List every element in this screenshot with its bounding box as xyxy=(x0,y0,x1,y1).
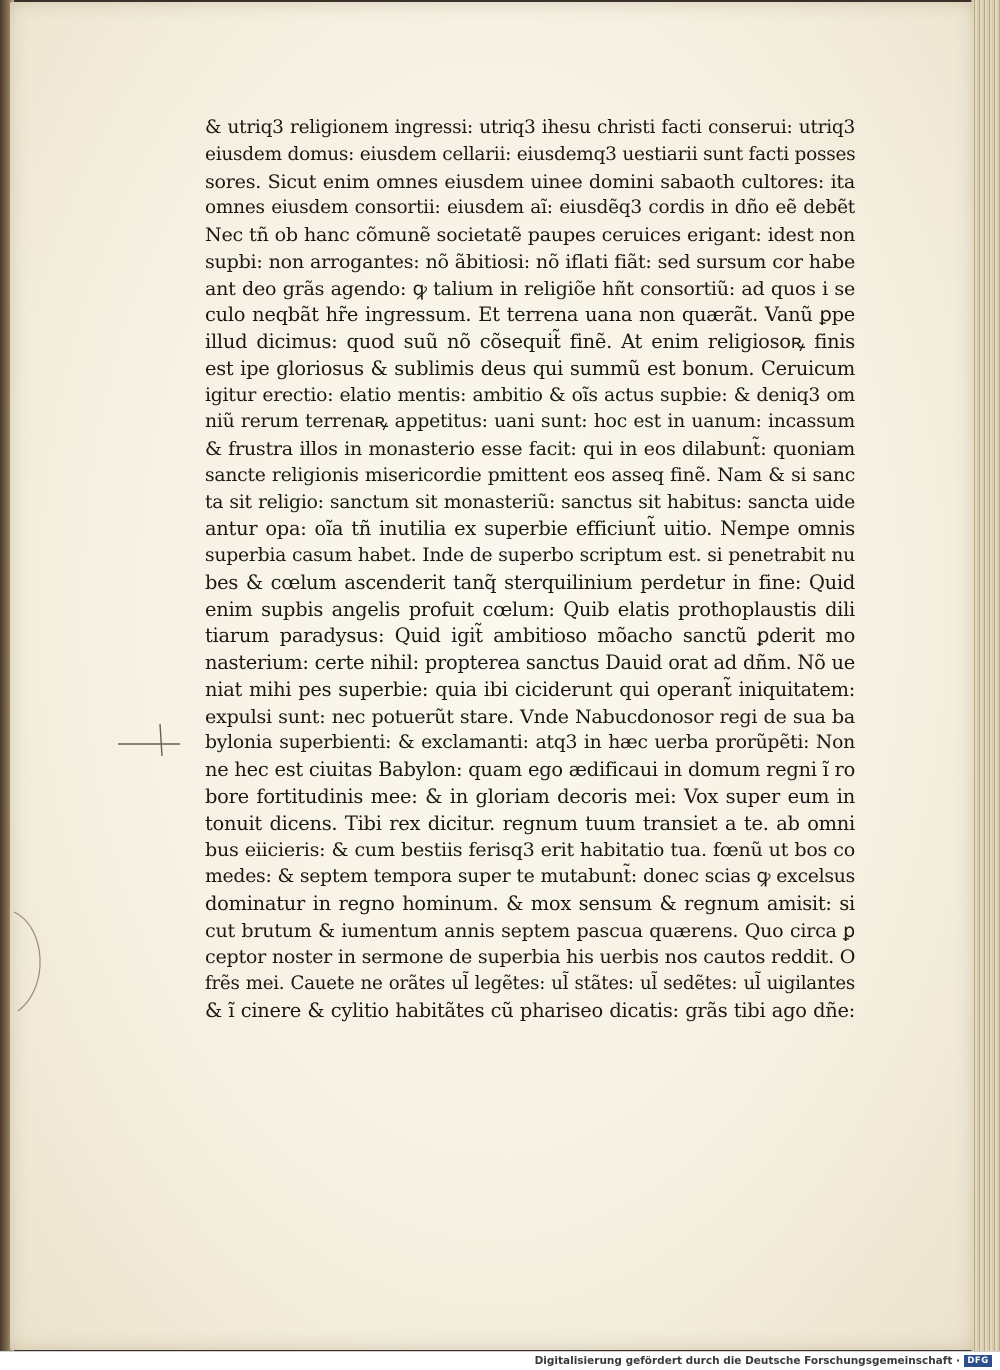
text-line: ta sit religio: sanctum sit monasteriũ: sanctus sit habitus: sancta uide xyxy=(205,491,855,513)
text-line: niũ rerum terrenaꝶ appetitus: uani sunt: hoc est in uanum: incassum xyxy=(205,411,855,433)
footer-bar xyxy=(0,1351,1000,1370)
book-page xyxy=(10,2,974,1350)
dfg-logo: DFG xyxy=(964,1355,992,1367)
page-curl-mark xyxy=(10,907,50,1017)
text-line: tonuit dicens. Tibi rex dicitur. regnum tuum transiet a te. ab omni xyxy=(205,811,855,835)
text-line: illud dicimus: quod suũ nõ cõsequit̃ finẽ. At enim religiosoꝶ finis xyxy=(205,330,855,353)
text-line: & utriq3 religionem ingressi: utriq3 ihesu christi facti conserui: utriq3 xyxy=(205,117,855,138)
text-line: ne hec est ciuitas Babylon: quam ego ædificaui in domum regni ĩ ro xyxy=(205,758,855,781)
text-line: superbia casum habet. Inde de superbo scriptum est. si penetrabit nu xyxy=(205,545,855,566)
text-line: sancte religionis misericordie pmittent eos asseq finẽ. Nam & si sanc xyxy=(205,464,855,486)
text-line: igitur erectio: elatio mentis: ambitio & oĩs actus supbie: & deniq3 om xyxy=(205,384,855,406)
text-line: bus eiicieris: & cum bestiis ferisq3 erit habitatio tua. fœnũ ut bos co xyxy=(205,838,855,862)
text-line: niat mihi pes superbie: quia ibi ciciderunt qui operant̃ iniquitatem: xyxy=(205,677,855,701)
text-line: antur opa: oĩa tñ inutilia ex superbie efficiunt̃ uitio. Nempe omnis xyxy=(205,517,855,541)
text-line: bes & cœlum ascenderit tanq̃ sterquilinium perdetur in fine: Quid xyxy=(205,570,855,594)
text-line: frẽs mei. Cauete ne orãtes ul̃ legẽtes: ul̃ stãtes: ul̃ sedẽtes: ul̃ uigilantes xyxy=(205,973,855,994)
funding-credit: Digitalisierung gefördert durch die Deutsche Forschungsgemeinschaft · xyxy=(534,1355,960,1367)
text-line: nasterium: certe nihil: propterea sanctus Dauid orat ad dñm. Nõ ue xyxy=(205,651,855,674)
margin-mark xyxy=(118,718,188,758)
text-line: & ĩ cinere & cylitio habitãtes cũ phariseo dicatis: grãs tibi ago dñe: xyxy=(205,998,855,1022)
text-line: bylonia superbienti: & exclamanti: atq3 in hæc uerba prorũpẽti: Non xyxy=(205,732,855,754)
text-line: eiusdem domus: eiusdem cellarii: eiusdemq3 uestiarii sunt facti posses xyxy=(205,143,856,165)
text-line: omnes eiusdem consortii: eiusdem aĩ: eiusdẽq3 cordis in dño eẽ debẽt xyxy=(205,197,855,219)
text-line: est ipe gloriosus & sublimis deus qui summũ est bonum. Ceruicum xyxy=(205,356,855,380)
text-line: ceptor noster in sermone de superbia his uerbis nos cautos reddit. O xyxy=(205,945,856,969)
text-line: bore fortitudinis mee: & in gloriam decoris mei: Vox super eum in xyxy=(205,784,855,808)
text-line: dominatur in regno hominum. & mox sensum & regnum amisit: si xyxy=(205,891,855,915)
text-line: cut brutum & iumentum annis septem pascua quærens. Quo circa ꝑ xyxy=(205,918,855,942)
text-line: sores. Sicut enim omnes eiusdem uinee domini sabaoth cultores: ita xyxy=(205,169,855,193)
text-line: Nec tñ ob hanc cõmunẽ societatẽ paupes ceruices erigant: idest non xyxy=(205,223,855,246)
text-line: ant deo grãs agendo: ꝙ talium in religiõe hñt consortiũ: ad quos i se xyxy=(205,276,855,300)
text-line: tiarum paradysus: Quid igit̃ ambitioso mõacho sanctũ ꝑderit mo xyxy=(205,624,855,648)
text-line: expulsi sunt: nec potuerũt stare. Vnde Nabucdonosor regi de sua ba xyxy=(205,704,855,728)
text-line: enim supbis angelis profuit cœlum: Quib elatis prothoplaustis dili xyxy=(205,597,855,621)
text-line: supbi: non arrogantes: nõ ãbitiosi: nõ iflati fiãt: sed sursum cor habe xyxy=(205,249,855,273)
page-stack-edge xyxy=(971,0,1000,1352)
text-block xyxy=(205,115,855,1025)
text-line: & frustra illos in monasterio esse facit: qui in eos dilabunt̃: quoniam xyxy=(205,437,855,460)
text-line: medes: & septem tempora super te mutabunt̃: donec scias ꝙ excelsus xyxy=(205,866,855,887)
text-line: culo neqbãt hr̃e ingressum. Et terrena uana non quærãt. Vanũ ꝑpe xyxy=(205,303,855,327)
